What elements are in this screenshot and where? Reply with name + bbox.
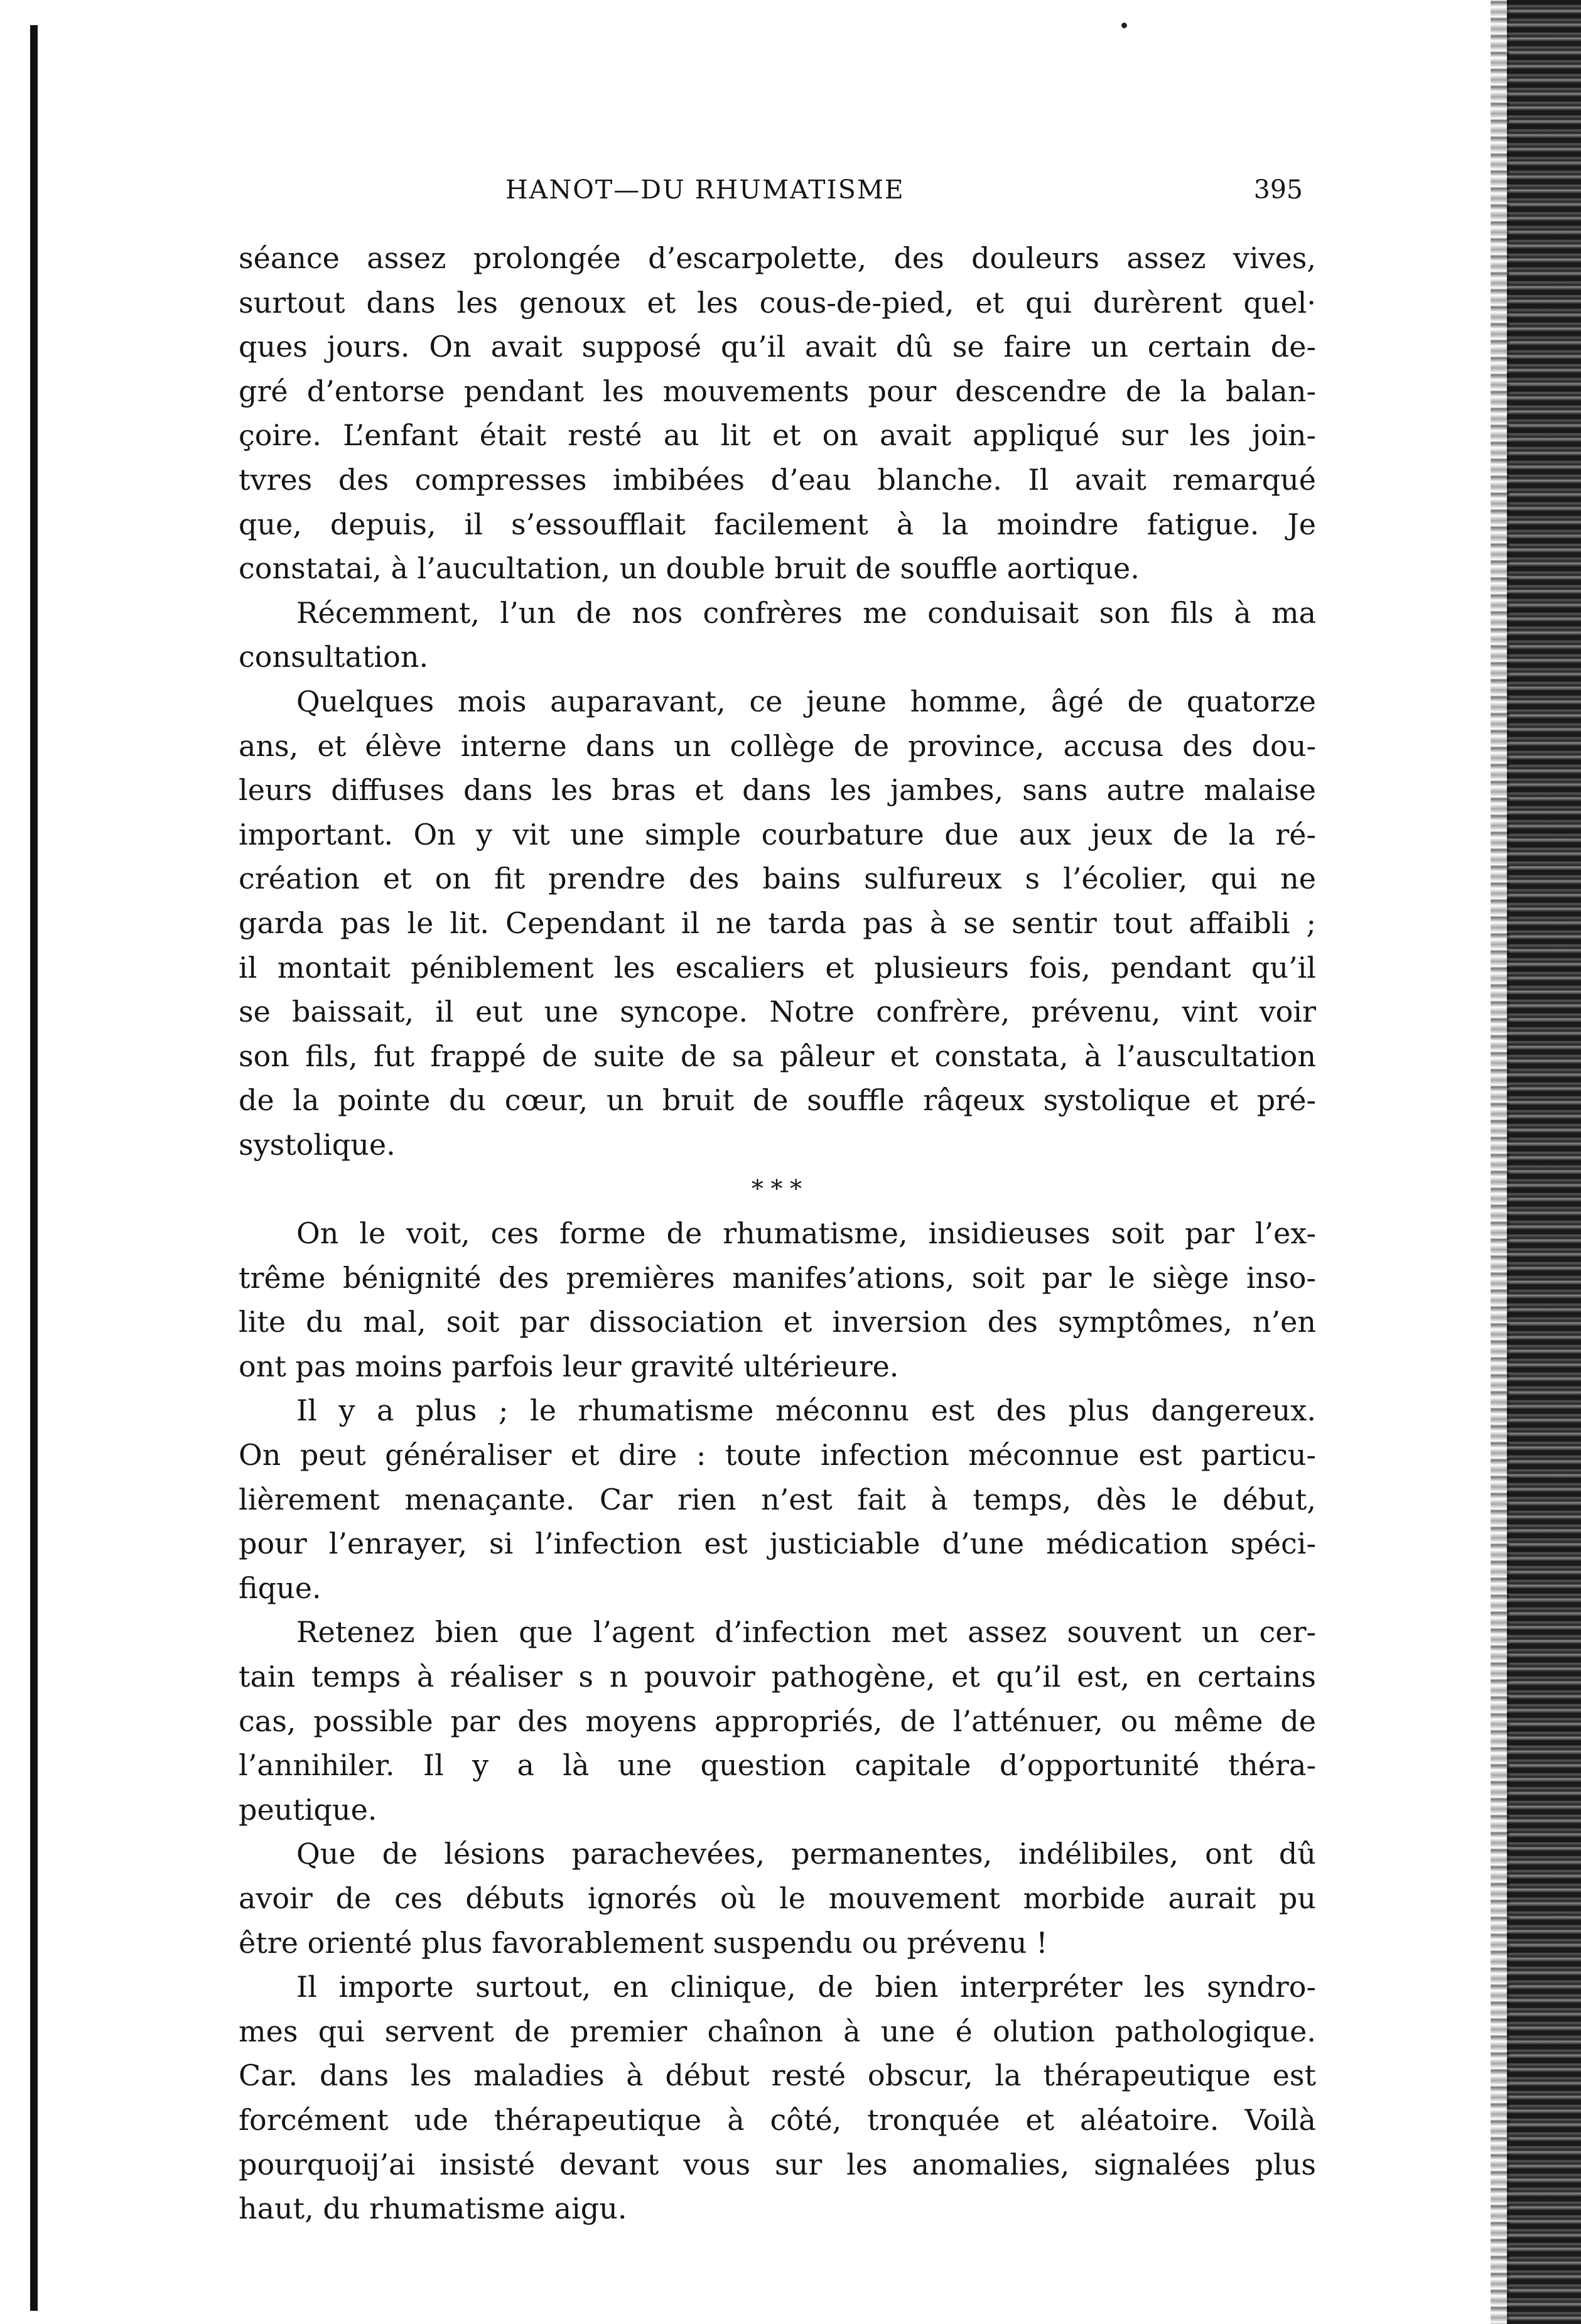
text-line: tvres des compresses imbibées d’eau blanche. Il avait remarqué — [239, 462, 1316, 497]
text-line: peutique. — [239, 1792, 377, 1827]
text-line: lite du mal, soit par dissociation et inversion des symptômes, n’en — [239, 1305, 1316, 1339]
text-line: Il y a plus ; le rhumatisme méconnu est des plus dangereux. — [296, 1393, 1316, 1428]
text-line: avoir de ces débuts ignorés où le mouvement morbide aurait pu — [239, 1881, 1316, 1915]
text-line: cas, possible par des moyens appropriés, de l’atténuer, ou même de — [239, 1704, 1316, 1738]
text-line: leurs diffuses dans les bras et dans les jambes, sans autre malaise — [239, 773, 1316, 808]
text-line: ans, et élève interne dans un collège de province, accusa des dou- — [239, 728, 1316, 763]
text-line: il montait péniblement les escaliers et plusieurs fois, pendant qu’il — [239, 950, 1316, 985]
text-line: Car. dans les maladies à début resté obscur, la thérapeutique est — [239, 2058, 1316, 2093]
text-line: création et on fit prendre des bains sulfureux s l’écolier, qui ne — [239, 862, 1316, 896]
text-line: tain temps à réaliser s n pouvoir pathogène, et qu’il est, en certains — [239, 1660, 1316, 1694]
text-line: gré d’entorse pendant les mouvements pour descendre de la balan- — [239, 374, 1316, 408]
scan-left-margin-line — [30, 25, 38, 2311]
text-line: Que de lésions parachevées, permanentes, indélibiles, ont dû — [296, 1837, 1316, 1871]
text-line: l’annihiler. Il y a là une question capitale d’opportunité théra- — [239, 1748, 1316, 1783]
scan-speck — [1121, 23, 1127, 28]
text-line: On le voit, ces forme de rhumatisme, insidieuses soit par l’ex- — [296, 1216, 1316, 1251]
text-line: Retenez bien que l’agent d’infection met assez souvent un cer- — [296, 1615, 1316, 1650]
running-title: HANOT—DU RHUMATISME — [505, 175, 905, 205]
page-header — [242, 175, 1303, 212]
text-line: séance assez prolongée d’escarpolette, des douleurs assez vives, — [239, 241, 1316, 275]
text-line: trême bénignité des premières manifes’ations, soit par le siège inso- — [239, 1260, 1316, 1295]
text-line: fique. — [239, 1570, 321, 1605]
text-line: se baissait, il eut une syncope. Notre confrère, prévenu, vint voir — [239, 995, 1316, 1029]
text-line: constatai, à l’aucultation, un double bruit de souffle aortique. — [239, 551, 1140, 586]
text-line: haut, du rhumatisme aigu. — [239, 2192, 627, 2226]
text-line: ques jours. On avait supposé qu’il avait dû se faire un certain de- — [239, 330, 1316, 364]
section-asterism: * * * — [751, 1175, 804, 1203]
body-text — [239, 236, 1316, 2231]
text-line: Quelques mois auparavant, ce jeune homme, âgé de quatorze — [296, 684, 1316, 718]
text-line: lièrement menaçante. Car rien n’est fait à temps, dès le début, — [239, 1482, 1316, 1516]
text-line: Il importe surtout, en clinique, de bien interpréter les syndro- — [296, 1970, 1316, 2004]
text-line: son fils, fut frappé de suite de sa pâleur et constata, à l’auscultation — [239, 1039, 1316, 1073]
text-line: systolique. — [239, 1127, 396, 1162]
text-line: forcément ude thérapeutique à côté, tronquée et aléatoire. Voilà — [239, 2102, 1316, 2137]
text-line: être orienté plus favorablement suspendu ou prévenu ! — [239, 1925, 1048, 1960]
text-line: Récemment, l’un de nos confrères me conduisait son fils à ma — [296, 595, 1316, 630]
text-line: On peut généraliser et dire : toute infection méconnue est particu- — [239, 1438, 1316, 1473]
page-number: 395 — [1253, 175, 1303, 205]
text-line: consultation. — [239, 640, 429, 674]
text-line: important. On y vit une simple courbature due aux jeux de la ré- — [239, 817, 1316, 851]
text-line: de la pointe du cœur, un bruit de souffle râqeux systolique et pré- — [239, 1083, 1316, 1118]
text-line: ont pas moins parfois leur gravité ultérieure. — [239, 1349, 899, 1383]
scan-right-book-edge — [1507, 0, 1581, 2324]
text-line: pour l’enrayer, si l’infection est justiciable d’une médication spéci- — [239, 1527, 1316, 1561]
text-line: pourquoij’ai insisté devant vous sur les anomalies, signalées plus — [239, 2147, 1316, 2181]
text-line: surtout dans les genoux et les cous-de-pied, et qui durèrent quel· — [239, 285, 1316, 320]
text-line: que, depuis, il s’essoufflait facilement à la moindre fatigue. Je — [239, 507, 1316, 541]
text-line: garda pas le lit. Cependant il ne tarda pas à se sentir tout affaibli ; — [239, 905, 1316, 940]
text-line: mes qui servent de premier chaînon à une é olution pathologique. — [239, 2014, 1316, 2048]
text-line: çoire. L’enfant était resté au lit et on avait appliqué sur les join- — [239, 418, 1316, 453]
